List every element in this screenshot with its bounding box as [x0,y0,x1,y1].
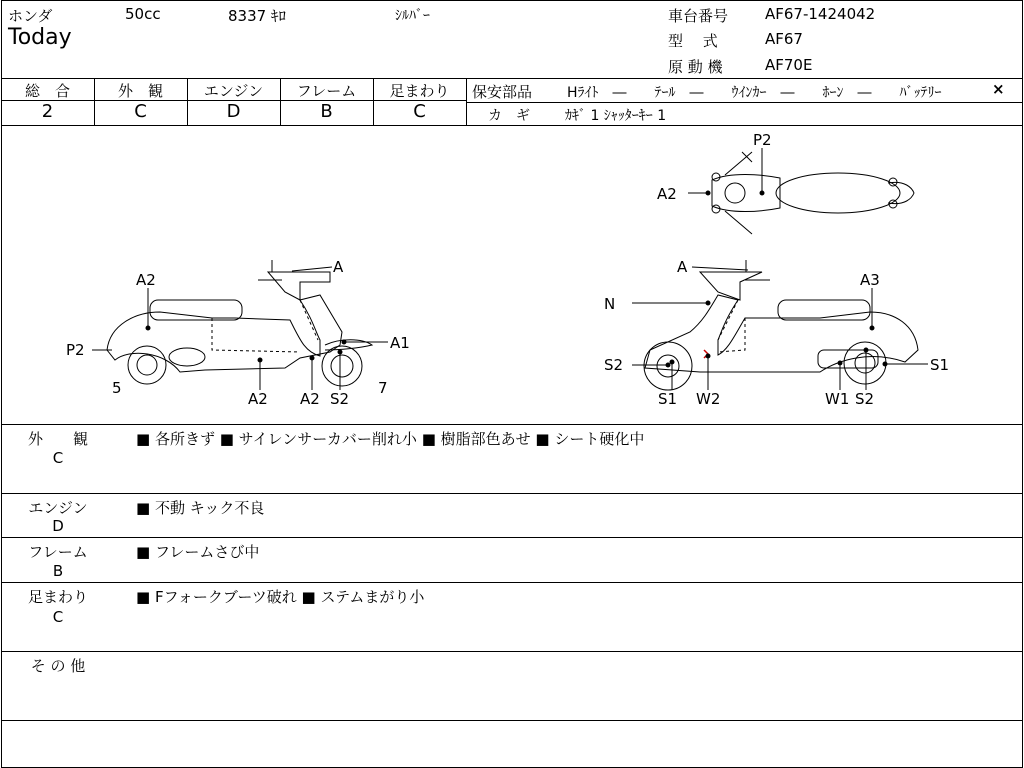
grade-header-exterior: 外 観 [117,82,163,100]
maker: ホンダ [8,7,53,25]
diagram-label: A2 [248,390,268,408]
key-value: ｶｷﾞ 1 ｼｬｯﾀｰｷｰ 1 [565,108,667,124]
section-frame-grade: B [52,562,64,580]
battery-mark: × [992,80,1005,98]
divider [1,424,1022,425]
section-suspension-items: ■ Fフォークブーツ破れ ■ ステムまがり小 [136,588,425,606]
diagram-label: A3 [860,271,880,289]
diagram-label: S2 [604,356,624,374]
frame-label: 車台番号 [668,7,729,25]
diagram-label: P2 [753,131,772,149]
grade-header-engine: エンジン [203,82,264,100]
diagram-label: A2 [657,185,677,203]
top-view [712,152,914,234]
diagram-label: A2 [300,390,320,408]
diagram-label: A [333,258,344,276]
diagram-label: S1 [658,390,678,408]
diagram-label: S1 [930,356,950,374]
safety-items: Hﾗｲﾄ ― ﾃｰﾙ ― ｳｲﾝｶｰ ― ﾎｰﾝ ― ﾊﾞｯﾃﾘｰ [567,85,942,101]
diagram-label: 5 [112,379,122,397]
section-engine-grade: D [52,517,64,535]
section-suspension-title: 足まわり [27,588,88,606]
grade-suspension: C [413,101,426,122]
diagram-label: N [604,295,616,313]
color: ｼﾙﾊﾞｰ [395,8,430,24]
mileage: 8337 ｷﾛ [228,7,286,25]
diagram-label: A [677,258,688,276]
engine-value: AF70E [765,56,813,74]
section-frame-title: フレーム [28,543,88,561]
divider [1,720,1022,721]
frame-value: AF67-1424042 [765,5,876,23]
section-exterior-title: 外 観 [27,430,88,448]
diagram-label: A2 [136,271,156,289]
divider [467,102,1022,103]
diagram-label: 7 [378,379,388,397]
diagram-label: A1 [390,334,410,352]
model-name: Today [8,25,72,50]
key-label: カ ギ [488,108,530,124]
section-other-title: そ の 他 [30,657,86,675]
diagram-label: S2 [855,390,875,408]
diagram-label: P2 [66,341,85,359]
grade-engine: D [226,101,241,122]
leader-lines [92,148,928,390]
section-frame-items: ■ フレームさび中 [136,543,260,561]
grade-header-suspension: 足まわり [389,82,450,100]
grade-exterior: C [134,101,147,122]
safety-title: 保安部品 [472,83,533,101]
grade-header-total: 総 合 [24,82,70,100]
divider [1,537,1022,538]
divider [1,493,1022,494]
diagram-label: W2 [696,390,721,408]
grade-total: 2 [41,101,54,122]
engine-label: 原 動 機 [668,58,723,76]
type-value: AF67 [765,30,803,48]
displacement: 50cc [125,5,161,23]
type-label: 型 式 [668,32,718,50]
grade-header-frame: フレーム [296,82,357,100]
divider [1,582,1022,583]
divider [1,78,1022,79]
grade-frame: B [320,101,333,122]
divider [466,78,467,125]
diagram-label: W1 [825,390,850,408]
section-engine-items: ■ 不動 キック不良 [136,499,265,517]
section-suspension-grade: C [52,608,64,626]
section-engine-title: エンジン [28,499,88,517]
divider [1,651,1022,652]
diagram-label: S2 [330,390,350,408]
section-exterior-items: ■ 各所きず ■ サイレンサーカバー削れ小 ■ 樹脂部色あせ ■ シート硬化中 [136,430,645,448]
section-exterior-grade: C [52,449,64,467]
